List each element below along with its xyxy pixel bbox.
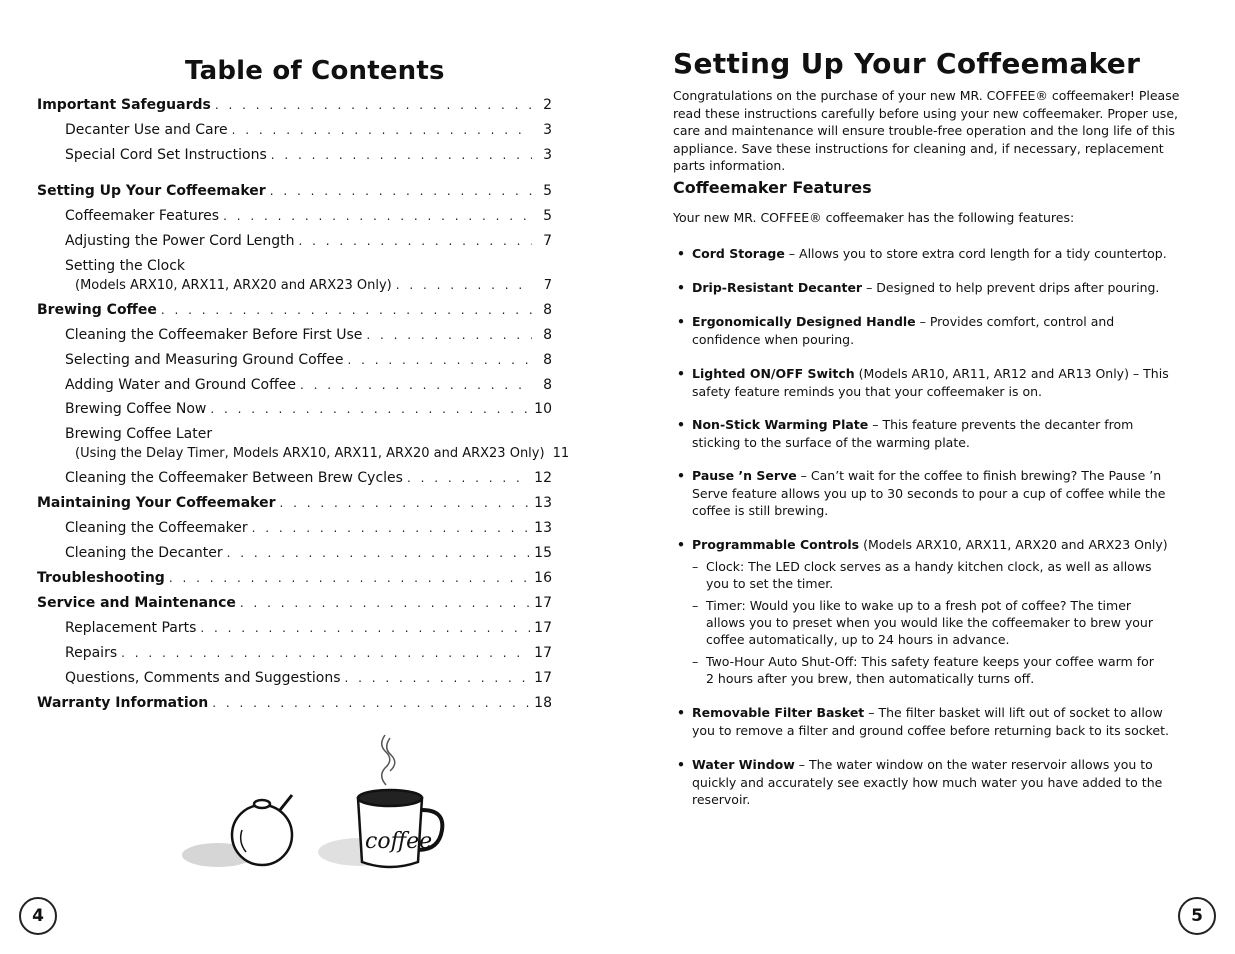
toc-entry[interactable]: Maintaining Your Coffeemaker . . . 13 (37, 495, 552, 512)
toc-entry-heading[interactable]: Setting the Clock (65, 258, 186, 274)
feature-item: • Drip-Resistant Decanter – Designed to help prevent drips after pouring. (677, 280, 1160, 295)
feature-item: • Pause ’n Serve – Can’t wait for the coffee to finish brewing? The Pause ’n Serve feature allows you up to 30 seconds to pour a cup of coffee while the coffee is still brewing. (677, 468, 1166, 518)
toc-entry[interactable]: Repairs . . . 17 (65, 645, 552, 662)
toc-entry[interactable]: Important Safeguards . . . 2 (37, 97, 552, 114)
toc-entry[interactable]: Brewing Coffee . . . 8 (37, 302, 552, 319)
toc-entry[interactable]: Setting Up Your Coffeemaker . . . 5 (37, 183, 552, 200)
toc-entry-heading[interactable]: Brewing Coffee Later (65, 426, 213, 442)
features-intro: Your new MR. COFFEE® coffeemaker has the following features: (673, 210, 1075, 225)
toc-entry[interactable]: Coffeemaker Features . . . 5 (65, 208, 552, 225)
left-page (0, 0, 617, 954)
feature-item: • Non-Stick Warming Plate – This feature prevents the decanter from sticking to the surface of the warming plate. (677, 417, 1134, 450)
page-number: 4 (19, 897, 57, 935)
sub-feature-item: – Two-Hour Auto Shut-Off: This safety feature keeps your coffee warm for 2 hours after you brew, then automatically turns off. (692, 654, 1154, 686)
feature-item: • Cord Storage – Allows you to store extra cord length for a tidy countertop. (677, 246, 1167, 261)
toc-entry[interactable]: Replacement Parts . . . 17 (65, 620, 552, 637)
toc-entry[interactable]: Decanter Use and Care . . . 3 (65, 122, 552, 139)
sub-feature-item: – Timer: Would you like to wake up to a fresh pot of coffee? The timer allows you to preset when you would like the coffeemaker to brew your coffee automatically, up to 24 hours in advance. (692, 598, 1153, 647)
sub-feature-item: – Clock: The LED clock serves as a handy kitchen clock, as well as allows you to set the timer. (692, 559, 1152, 591)
page-title: Setting Up Your Coffeemaker (673, 47, 1141, 80)
toc-entry[interactable]: Cleaning the Coffeemaker Between Brew Cycles . . . 12 (65, 470, 552, 487)
toc-entry[interactable]: Brewing Coffee Now . . . 10 (65, 401, 552, 418)
toc-entry[interactable]: (Models ARX10, ARX11, ARX20 and ARX23 Only) . . . 7 (75, 277, 552, 294)
feature-item: • Water Window – The water window on the water reservoir allows you to quickly and accurately see exactly how much water you have added to the reservoir. (677, 757, 1163, 807)
toc-entry[interactable]: Troubleshooting . . . 16 (37, 570, 552, 587)
kettle-icon (232, 795, 292, 865)
toc-entry[interactable]: Selecting and Measuring Ground Coffee . . . 8 (65, 352, 552, 369)
toc-entry[interactable]: Cleaning the Coffeemaker Before First Use . . . 8 (65, 327, 552, 344)
toc-title: Table of Contents (185, 56, 445, 86)
toc-entry[interactable]: Questions, Comments and Suggestions . . . 17 (65, 670, 552, 687)
toc-entry[interactable]: Special Cord Set Instructions . . . 3 (65, 147, 552, 164)
toc-entry[interactable]: (Using the Delay Timer, Models ARX10, ARX11, ARX20 and ARX23 Only) 11 (75, 446, 570, 461)
feature-item: • Ergonomically Designed Handle – Provides comfort, control and confidence when pouring. (677, 314, 1115, 347)
toc-entry[interactable]: Cleaning the Decanter . . . 15 (65, 545, 552, 562)
intro-paragraph: Congratulations on the purchase of your new MR. COFFEE® coffeemaker! Please read these instructions carefully before using your new coffeemaker. Proper use, care and maintenance will ensure trouble-free operation and the long life of this appliance. Save these instructions for cleaning and, if necessary, replacement parts information. (673, 88, 1180, 173)
toc-entry[interactable]: Adjusting the Power Cord Length . . . 7 (65, 233, 552, 250)
toc-entry[interactable]: Service and Maintenance . . . 17 (37, 595, 552, 612)
coffee-illustration (180, 730, 460, 880)
mug-label: coffee (365, 829, 433, 854)
feature-item: • Programmable Controls (Models ARX10, ARX11, ARX20 and ARX23 Only) (677, 537, 1168, 552)
toc-entry[interactable]: Adding Water and Ground Coffee . . . 8 (65, 377, 552, 394)
page-number: 5 (1178, 897, 1216, 935)
steam-icon (382, 735, 395, 785)
feature-item: • Removable Filter Basket – The filter basket will lift out of socket to allow you to remove a filter and ground coffee before returning back to its socket. (677, 705, 1169, 738)
features-heading: Coffeemaker Features (673, 178, 872, 197)
toc-entry[interactable]: Warranty Information . . . 18 (37, 695, 552, 712)
toc-entry[interactable]: Cleaning the Coffeemaker . . . 13 (65, 520, 552, 537)
feature-item: • Lighted ON/OFF Switch (Models AR10, AR11, AR12 and AR13 Only) – This safety feature reminds you that your coffeemaker is on. (677, 366, 1169, 399)
